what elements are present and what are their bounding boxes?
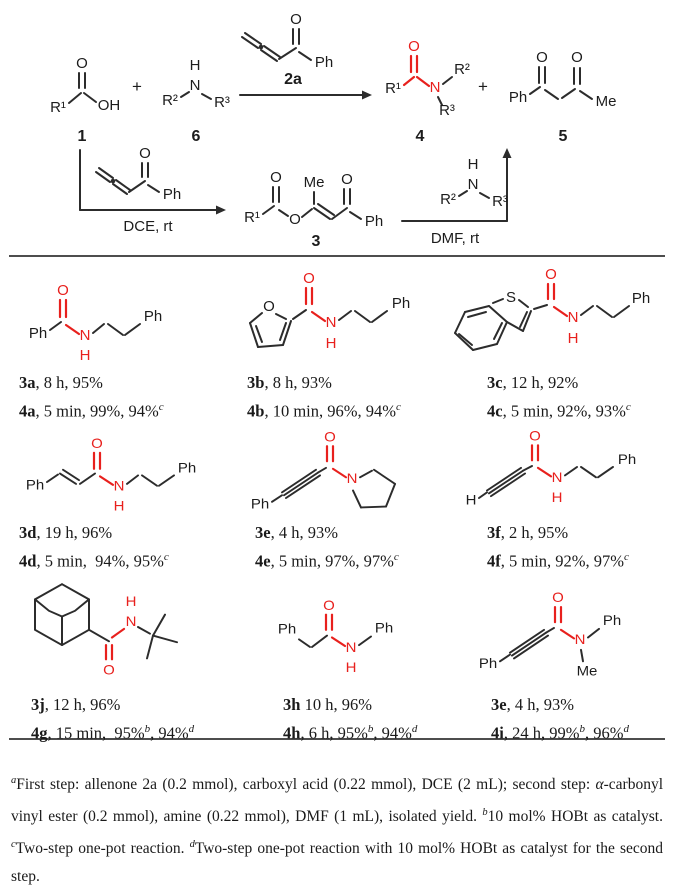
atom-ph: Ph	[374, 621, 394, 637]
atom-n: N	[567, 309, 579, 326]
atom-o: O	[552, 590, 564, 607]
atom-o: O	[76, 55, 88, 72]
atom-n: N	[325, 314, 337, 331]
compound-number-1: 1	[77, 128, 87, 145]
atom-o: O	[289, 211, 301, 228]
atom-ph: Ph	[508, 89, 528, 106]
atom-ph: Ph	[391, 295, 411, 312]
compound-cell-3h	[223, 567, 441, 743]
atom-ph: Ph	[250, 496, 270, 513]
atom-n: N	[346, 471, 358, 487]
atom-o-ring: O	[263, 298, 275, 315]
atom-me: Me	[576, 663, 598, 680]
atom-s: S	[505, 289, 517, 306]
atom-r3: R³	[439, 102, 455, 119]
compound-number-4: 4	[415, 128, 425, 145]
compound-number-5: 5	[558, 128, 568, 145]
atom-o: O	[103, 662, 115, 679]
yield-line-3j: 3j, 12 h, 96%	[31, 695, 121, 714]
atom-n: N	[125, 614, 137, 630]
yield-line-3b: 3b, 8 h, 93%	[247, 373, 332, 392]
atom-n: N	[429, 79, 441, 96]
atom-ph: Ph	[602, 613, 622, 629]
atom-ph: Ph	[478, 656, 498, 672]
atom-me: Me	[303, 174, 325, 191]
atom-r1: R¹	[244, 209, 260, 226]
atom-ph: Ph	[277, 621, 297, 638]
atom-ph: Ph	[177, 460, 197, 477]
atom-h: H	[345, 660, 357, 676]
atom-oh: OH	[97, 97, 121, 114]
compound-cell-3f	[441, 417, 659, 571]
atom-ph: Ph	[25, 477, 45, 494]
atom-r3: R³	[214, 94, 230, 111]
structure-3h-phenylacetamide	[223, 567, 438, 687]
footnote-alpha: α	[595, 775, 604, 793]
footnote-seg-d: Two-step one-pot reaction with 10 mol% HOBt as catalyst for the second step.	[11, 839, 663, 885]
structure-amide-4	[385, 38, 470, 145]
compound-grid	[0, 257, 674, 743]
yield-line-3h: 3h 10 h, 96%	[283, 695, 372, 714]
atom-r1: R¹	[50, 99, 66, 116]
atom-h: H	[467, 156, 479, 173]
reaction-arrow-right	[240, 91, 372, 100]
yield-line-4b: 4b, 10 min, 96%, 94%$^c$	[247, 401, 401, 421]
structure-3b-furanamide	[223, 259, 438, 365]
yield-line-3d: 3d, 19 h, 96%	[19, 523, 113, 542]
atom-o: O	[139, 145, 151, 162]
atom-ph: Ph	[631, 290, 651, 307]
yield-line-4g: 4g, 15 min, 95%$^b$, 94%$^d$	[31, 723, 195, 743]
atom-o: O	[57, 282, 69, 299]
arrow-dmf-up	[402, 148, 512, 247]
atom-o: O	[91, 436, 103, 452]
yield-line-4a: 4a, 5 min, 99%, 94%$^c$	[19, 401, 164, 421]
atom-o: O	[529, 428, 541, 445]
plus-sign: +	[132, 77, 142, 96]
atom-n: N	[345, 640, 357, 656]
atom-h: H	[567, 330, 579, 347]
atom-h: H	[125, 594, 137, 610]
yield-line-4i: 4i, 24 h, 99%$^b$, 96%$^d$	[491, 723, 629, 743]
atom-n: N	[551, 470, 563, 486]
structure-3j-adamantamide	[5, 567, 220, 687]
atom-n: N	[467, 176, 479, 193]
yield-line-4c: 4c, 5 min, 92%, 93%$^c$	[487, 401, 631, 421]
atom-r2: R²	[440, 191, 456, 208]
atom-h: H	[113, 498, 125, 515]
footnote-text	[0, 756, 674, 891]
atom-h: H	[551, 490, 563, 506]
atom-o: O	[290, 11, 302, 28]
compound-cell-3e	[223, 417, 441, 571]
atom-o: O	[408, 38, 420, 55]
footnote-seg-a: First step: allenone 2a (0.2 mmol), carboxyl acid (0.22 mmol), DCE (2 mL); second step:	[16, 775, 596, 793]
conditions-dmf: DMF, rt	[430, 230, 480, 247]
compound-number-2a: 2a	[284, 71, 302, 88]
footnote-sup-b: b	[482, 806, 488, 818]
structure-3f-propiolamide	[441, 417, 656, 515]
atom-o: O	[545, 266, 557, 283]
compound-cell-3d	[5, 417, 223, 571]
yield-line-3f: 3f, 2 h, 95%	[487, 523, 569, 542]
atom-ph: Ph	[617, 452, 637, 468]
atom-h: H	[189, 57, 201, 74]
atom-ph: Ph	[364, 213, 384, 230]
footnote-seg-a2: -carbonyl vinyl ester (0.2 mmol), amine (0.22 mmol), DMF (1 mL), isolated yield.	[11, 775, 663, 825]
compound-number-6: 6	[191, 128, 201, 145]
compound-cell-3b	[223, 259, 441, 421]
reaction-scheme	[0, 0, 674, 250]
structure-3a-benzamide	[5, 259, 220, 365]
atom-r1: R¹	[385, 80, 401, 97]
yield-line-3a: 3a, 8 h, 95%	[19, 373, 103, 392]
compound-number-3: 3	[311, 233, 321, 250]
atom-ph: Ph	[28, 325, 48, 342]
atom-o: O	[270, 169, 282, 186]
plus-sign: +	[478, 77, 488, 96]
atom-o: O	[303, 270, 315, 287]
atom-ph: Ph	[162, 186, 182, 203]
compound-cell-4i	[441, 567, 659, 743]
footnote-sup-c: c	[11, 838, 16, 850]
footnote-seg-c: Two-step one-pot reaction.	[15, 839, 190, 857]
atom-r2: R²	[454, 61, 470, 78]
structure-3e-ynone-pyrrolidine	[223, 417, 438, 515]
yield-line-4e: 4e, 5 min, 97%, 97%$^c$	[255, 551, 399, 571]
atom-o: O	[536, 49, 548, 66]
atom-n: N	[79, 327, 91, 344]
structure-diketone-5	[509, 49, 617, 145]
atom-h: H	[325, 335, 337, 352]
structure-3c-benzothiophenamide	[441, 259, 656, 365]
structure-vinyl-ester-3	[244, 169, 383, 250]
footnote-sup-a: a	[11, 774, 17, 786]
atom-o: O	[324, 429, 336, 446]
structure-3e-ynone-nmeph	[441, 567, 656, 687]
compound-cell-3a	[5, 259, 223, 421]
atom-n: N	[574, 632, 586, 649]
yield-line-3e2: 3e, 4 h, 93%	[491, 695, 574, 714]
atom-h: H	[79, 347, 91, 364]
yield-line-3e: 3e, 4 h, 93%	[255, 523, 338, 542]
footnote-seg-b: 10 mol% HOBt as catalyst.	[487, 807, 663, 825]
atom-o: O	[571, 49, 583, 66]
conditions-dce: DCE, rt	[123, 218, 173, 235]
branch-arrow-dce	[80, 145, 226, 235]
atom-r3: R³	[492, 193, 508, 210]
yield-line-3c: 3c, 12 h, 92%	[487, 373, 579, 392]
atom-me: Me	[595, 93, 617, 110]
structure-carboxylic-acid-1	[50, 55, 120, 145]
atom-o: O	[341, 171, 353, 188]
atom-ph: Ph	[143, 308, 163, 325]
compound-cell-3j	[5, 567, 223, 743]
atom-n: N	[113, 478, 125, 495]
atom-o: O	[323, 598, 335, 614]
atom-h-terminal: H	[465, 492, 477, 509]
yield-line-4d: 4d, 5 min, 94%, 95%$^c$	[19, 551, 169, 571]
compound-cell-3c	[441, 259, 659, 421]
structure-3d-cinnamamide	[5, 417, 220, 515]
atom-ph: Ph	[314, 54, 334, 71]
atom-r2: R²	[162, 92, 178, 109]
atom-n: N	[189, 77, 201, 94]
yield-line-4h: 4h, 6 h, 95%$^b$, 94%$^d$	[283, 723, 418, 743]
footnote-sup-d: d	[189, 838, 195, 850]
yield-line-4f: 4f, 5 min, 92%, 97%$^c$	[487, 551, 629, 571]
structure-amine-6	[162, 57, 230, 145]
structure-allenone-2a	[242, 11, 333, 88]
